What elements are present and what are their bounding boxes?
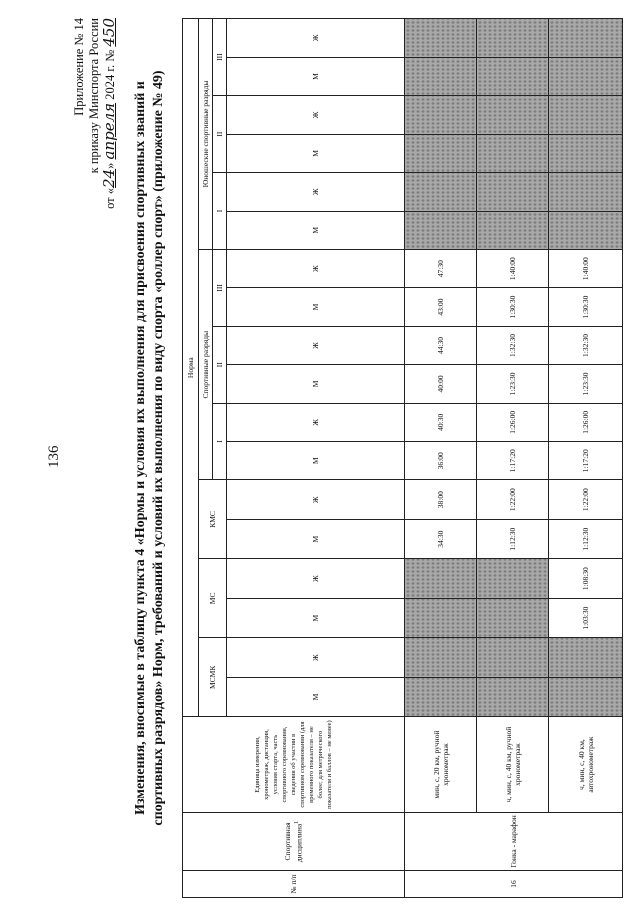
- header-youth-II: II: [213, 96, 227, 173]
- header-sex: Ж: [227, 249, 405, 287]
- cell-III-w: 1:40:00: [549, 249, 623, 287]
- header-discipline-footnote: 1: [293, 820, 301, 824]
- cell-kmc-m: 1:12:30: [549, 519, 623, 558]
- header-sex: Ж: [227, 480, 405, 519]
- cell-youth-shaded: [549, 173, 623, 211]
- header-kmc: КМС: [199, 480, 227, 559]
- header-discipline: [183, 812, 405, 870]
- header-youth-III: III: [213, 19, 227, 96]
- row-number: 16: [405, 871, 623, 898]
- cell-mc-m: [405, 598, 477, 637]
- cell-III-m: 43:00: [405, 288, 477, 326]
- appendix-date-mid: »: [103, 162, 117, 169]
- cell-mcmk-w: [405, 638, 477, 677]
- header-sport-ranks: Спортивные разряды: [199, 249, 213, 480]
- cell-I-w: 1:26:00: [477, 403, 549, 441]
- document-title: [132, 18, 168, 878]
- cell-III-m: 1:30:30: [549, 288, 623, 326]
- header-discipline-label: Спортивная дисциплина: [283, 822, 304, 863]
- cell-youth-shaded: [477, 96, 549, 134]
- header-num: № п/п: [183, 871, 405, 898]
- cell-mcmk-w: [549, 638, 623, 677]
- header-sex: М: [227, 365, 405, 403]
- row-discipline: Гонка - марафон: [405, 812, 623, 870]
- header-sex: Ж: [227, 638, 405, 677]
- appendix-year: 2024 г. №: [103, 49, 117, 100]
- cell-mc-m: [477, 598, 549, 637]
- cell-youth-shaded: [549, 211, 623, 249]
- cell-II-w: 1:32:30: [477, 326, 549, 364]
- appendix-header: [72, 18, 118, 298]
- title-line1: Изменения, вносимые в таблицу пункта 4 «Нормы и условия их выполнения для присвоения спортивных званий и: [133, 81, 148, 815]
- row-unit: мин, с, 20 км, ручной хронометраж: [405, 717, 477, 813]
- header-sex: М: [227, 57, 405, 95]
- row-unit: ч, мин, с, 40 км, автохронометраж: [549, 717, 623, 813]
- cell-youth-shaded: [549, 19, 623, 58]
- header-units: Единица измерения, хронометраж, дистанция, условия старта, часть спортивного соревнования, сведения об участии в спортивном соревновании (для временного показателя – не более; для метрического показателя и баллов – не менее): [183, 717, 405, 813]
- cell-II-w: 44:30: [405, 326, 477, 364]
- cell-mcmk-w: [477, 638, 549, 677]
- cell-youth-shaded: [549, 96, 623, 134]
- header-sex: М: [227, 677, 405, 716]
- cell-III-w: 47:30: [405, 249, 477, 287]
- cell-youth-shaded: [405, 134, 477, 172]
- header-sex: Ж: [227, 96, 405, 134]
- appendix-date-prefix: от «: [103, 187, 117, 209]
- table-row: [405, 19, 477, 898]
- cell-mc-m: 1:03:30: [549, 598, 623, 637]
- cell-III-m: 1:30:30: [477, 288, 549, 326]
- cell-youth-shaded: [477, 19, 549, 58]
- cell-I-m: 1:17:20: [549, 442, 623, 480]
- header-sex: М: [227, 598, 405, 637]
- cell-kmc-w: 1:22:00: [549, 480, 623, 519]
- header-sex: М: [227, 134, 405, 172]
- appendix-number: 450: [100, 18, 118, 47]
- appendix-line3: [102, 18, 118, 298]
- header-sex: Ж: [227, 559, 405, 598]
- cell-I-m: 1:17:20: [477, 442, 549, 480]
- header-sex: М: [227, 211, 405, 249]
- cell-mc-w: [477, 559, 549, 598]
- cell-youth-shaded: [477, 57, 549, 95]
- appendix-day: 24: [100, 168, 118, 188]
- cell-II-w: 1:32:30: [549, 326, 623, 364]
- page-number: 136: [46, 445, 62, 468]
- norms-table: [182, 18, 623, 898]
- cell-youth-shaded: [477, 173, 549, 211]
- cell-mc-w: 1:08:30: [549, 559, 623, 598]
- header-youth-ranks: Юношеские спортивные разряды: [199, 19, 213, 250]
- cell-mc-w: [405, 559, 477, 598]
- header-sex: Ж: [227, 19, 405, 58]
- table-row: [477, 19, 549, 898]
- header-sex: М: [227, 288, 405, 326]
- cell-III-w: 1:40:00: [477, 249, 549, 287]
- cell-kmc-w: 38:00: [405, 480, 477, 519]
- row-unit: ч, мин, с, 40 км, ручной хронометраж: [477, 717, 549, 813]
- header-sport-III: III: [213, 249, 227, 326]
- cell-mcmk-m: [477, 677, 549, 716]
- cell-II-m: 1:23:30: [549, 365, 623, 403]
- cell-kmc-m: 34:30: [405, 519, 477, 558]
- header-sex: М: [227, 442, 405, 480]
- header-mcmk: МСМК: [199, 638, 227, 717]
- cell-mcmk-m: [549, 677, 623, 716]
- appendix-line1: Приложение № 14: [72, 18, 86, 116]
- appendix-line2: к приказу Минспорта России: [87, 18, 101, 174]
- cell-youth-shaded: [549, 57, 623, 95]
- cell-youth-shaded: [405, 19, 477, 58]
- cell-kmc-m: 1:12:30: [477, 519, 549, 558]
- cell-I-w: 40:30: [405, 403, 477, 441]
- header-sex: Ж: [227, 403, 405, 441]
- cell-I-w: 1:26:00: [549, 403, 623, 441]
- cell-youth-shaded: [477, 211, 549, 249]
- cell-II-m: 40:00: [405, 365, 477, 403]
- cell-I-m: 36:00: [405, 442, 477, 480]
- header-sex: Ж: [227, 326, 405, 364]
- cell-youth-shaded: [405, 57, 477, 95]
- header-sex: М: [227, 519, 405, 558]
- table-row: [549, 19, 623, 898]
- cell-youth-shaded: [549, 134, 623, 172]
- cell-youth-shaded: [405, 96, 477, 134]
- title-line2: спортивных разрядов» Норм, требований и условий их выполнения по виду спорта «роллер спорт» (приложение № 49): [151, 70, 166, 826]
- header-sport-I: I: [213, 403, 227, 480]
- cell-youth-shaded: [405, 173, 477, 211]
- cell-youth-shaded: [477, 134, 549, 172]
- cell-mcmk-m: [405, 677, 477, 716]
- appendix-month: апреля: [100, 102, 118, 160]
- header-sex: Ж: [227, 173, 405, 211]
- header-norm: Норма: [183, 19, 199, 717]
- cell-kmc-w: 1:22:00: [477, 480, 549, 519]
- header-sport-II: II: [213, 326, 227, 403]
- cell-youth-shaded: [405, 211, 477, 249]
- header-youth-I: I: [213, 173, 227, 250]
- header-mc: МС: [199, 559, 227, 638]
- cell-II-m: 1:23:30: [477, 365, 549, 403]
